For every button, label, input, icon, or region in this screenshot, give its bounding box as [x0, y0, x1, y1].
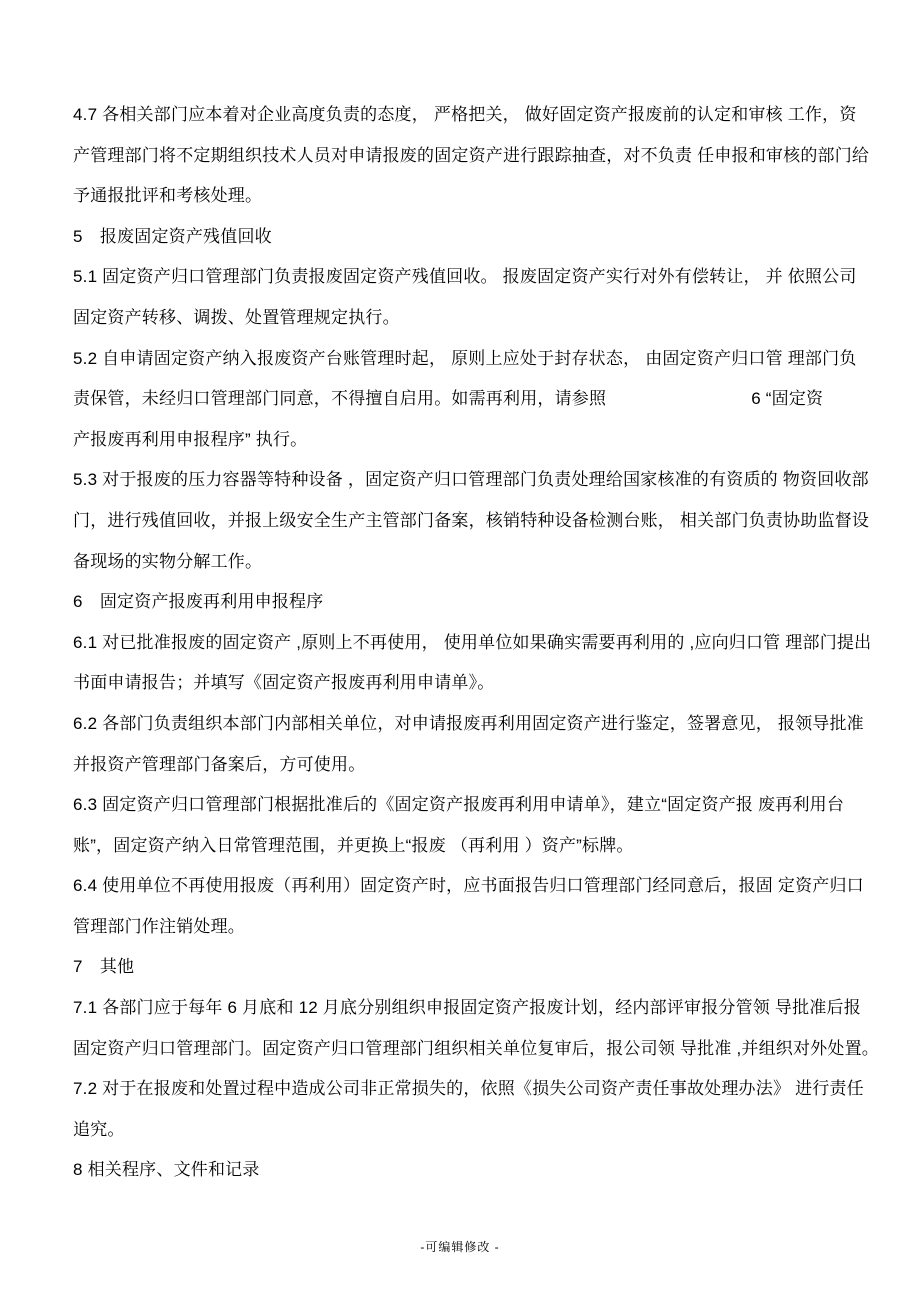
line-text: 7 其他: [73, 957, 135, 977]
line-text: 7.2 对于在报废和处置过程中造成公司非正常损失的，依照《损失公司资产责任事故处理办法》 进行责任: [73, 1079, 864, 1099]
text-line: [73, 1069, 873, 1110]
heading-line: [73, 947, 873, 988]
line-text: 备现场的实物分解工作。: [73, 551, 263, 571]
line-text: 5.1 固定资产归口管理部门负责报废固定资产残值回收。 报废固定资产实行对外有偿转让， 并 依照公司: [73, 267, 857, 287]
line-text: 责保管，未经归口管理部门同意，不得擅自启用。如需再利用，请参照: [73, 389, 607, 409]
text-line: [73, 379, 873, 420]
text-line: [73, 176, 873, 217]
line-text: 6.1 对已批准报废的固定资产 ,原则上不再使用， 使用单位如果确实需要再利用的 ,应向归口管 理部门提出: [73, 632, 872, 652]
line-text: 固定资产归口管理部门。固定资产归口管理部门组织相关单位复审后，报公司领 导批准 ,并组织对外处置。: [73, 1038, 879, 1058]
line-text: 5.3 对于报废的压力容器等特种设备 ，固定资产归口管理部门负责处理给国家核准的有资质的 物资回收部: [73, 470, 869, 490]
line-text: 予通报批评和考核处理。: [73, 186, 263, 206]
text-line: [73, 95, 873, 136]
text-line: [73, 339, 873, 380]
line-text: 5 报废固定资产残值回收: [73, 226, 272, 246]
text-line: [73, 460, 873, 501]
line-text: 5.2 自申请固定资产纳入报废资产台账管理时起， 原则上应处于封存状态， 由固定资产归口管 理部门负: [73, 348, 857, 368]
text-line: [73, 298, 873, 339]
line-text: 追究。: [73, 1119, 125, 1139]
line-text: 8 相关程序、文件和记录: [73, 1160, 260, 1180]
line-text: 6 “固定资: [751, 389, 824, 409]
text-line: [73, 1110, 873, 1151]
text-line: [73, 623, 873, 664]
heading-line: [73, 582, 873, 623]
line-text: 7.1 各部门应于每年 6 月底和 12 月底分别组织申报固定资产报废计划，经内部评审报分管领 导批准后报: [73, 998, 861, 1018]
line-text: 门，进行残值回收，并报上级安全生产主管部门备案，核销特种设备检测台账， 相关部门负责协助监督设: [73, 510, 870, 530]
document-page: [73, 95, 879, 1191]
text-line: [73, 745, 873, 786]
text-line: [73, 257, 873, 298]
line-text: 6.2 各部门负责组织本部门内部相关单位，对申请报废再利用固定资产进行鉴定，签署意见， 报领导批准: [73, 713, 864, 733]
heading-line: [73, 1150, 873, 1191]
line-text: 固定资产转移、调拨、处置管理规定执行。: [73, 307, 400, 327]
text-line: [73, 542, 873, 583]
line-text: 管理部门作注销处理。: [73, 916, 245, 936]
heading-line: [73, 217, 873, 258]
text-line: [73, 866, 873, 907]
text-line: [73, 704, 873, 745]
text-line: [73, 1029, 879, 1070]
text-line: [73, 826, 873, 867]
line-text: 6 固定资产报废再利用申报程序: [73, 592, 324, 612]
tab-gap: [606, 403, 751, 404]
line-text: 产管理部门将不定期组织技术人员对申请报废的固定资产进行跟踪抽查，对不负责 任申报和审核的部门给: [73, 145, 870, 165]
text-line: [73, 907, 873, 948]
text-line: [73, 663, 873, 704]
line-text: 4.7 各相关部门应本着对企业高度负责的态度， 严格把关， 做好固定资产报废前的认定和审核 工作，资: [73, 105, 857, 124]
text-line: [73, 136, 873, 177]
line-text: 6.4 使用单位不再使用报废（再利用）固定资产时，应书面报告归口管理部门经同意后，报固 定资产归口: [73, 876, 864, 896]
line-text: 并报资产管理部门备案后，方可使用。: [73, 754, 366, 774]
line-text: 产报废再利用申报程序” 执行。: [73, 429, 308, 449]
text-line: [73, 501, 873, 542]
text-line: [73, 785, 873, 826]
line-text: 6.3 固定资产归口管理部门根据批准后的《固定资产报废再利用申请单》，建立“固定资产报 废再利用台: [73, 795, 845, 815]
page-footer: -可编辑修改 -: [420, 1240, 500, 1254]
text-line: [73, 988, 873, 1029]
line-text: 书面申请报告；并填写《固定资产报废再利用申请单》。: [73, 673, 495, 693]
line-text: 账”，固定资产纳入日常管理范围，并更换上“报废 （再利用 ）资产”标牌。: [73, 835, 634, 855]
text-line: [73, 420, 873, 461]
